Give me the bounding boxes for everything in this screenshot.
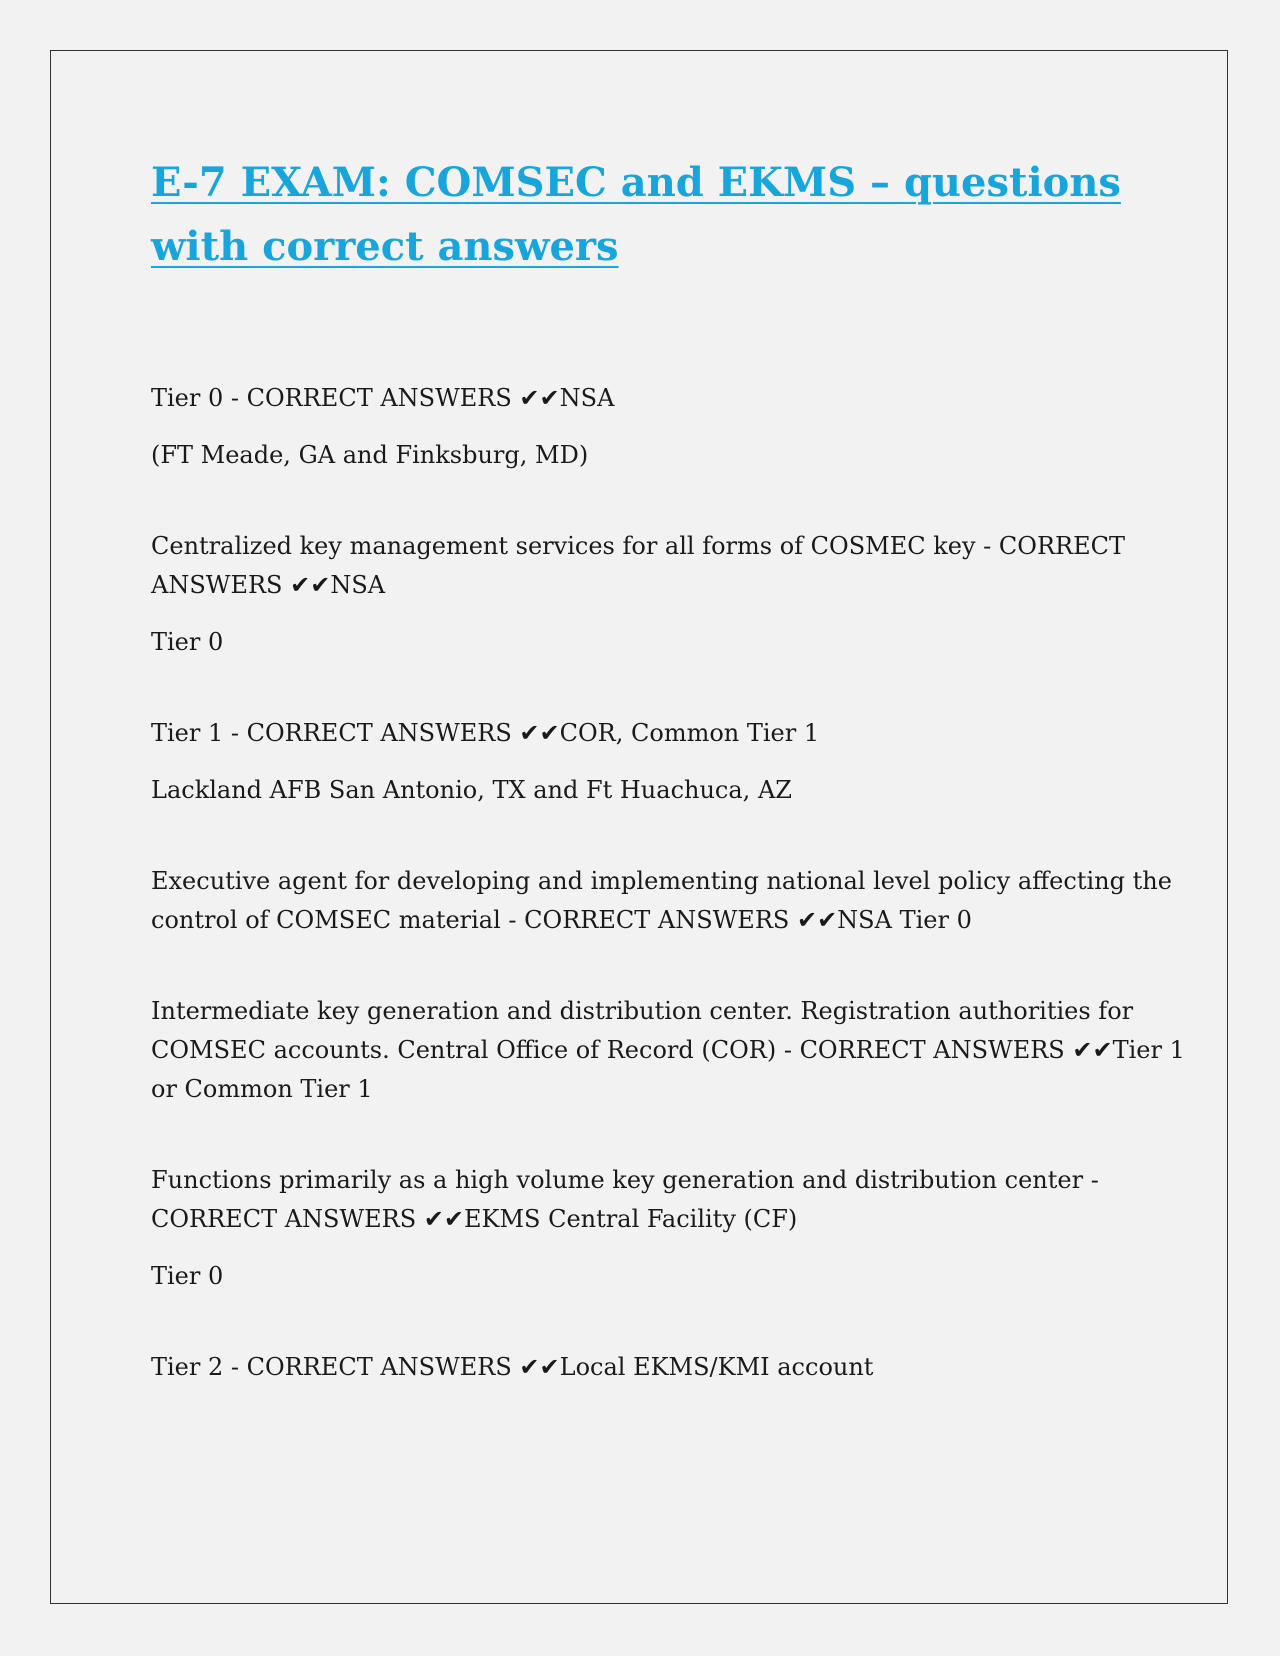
qa-text: Intermediate key generation and distribution center. Registration authorities for COMSEC accounts. Central Office of Record (COR) - CORRECT ANSWERS ✔✔Tier 1 or Common Tier 1 (151, 997, 1185, 1103)
qa-item (151, 862, 1186, 940)
qa-text: Tier 0 (151, 628, 224, 656)
document-title: E-7 EXAM: COMSEC and EKMS – questions with correct answers (151, 159, 1121, 270)
qa-item (151, 527, 1186, 662)
qa-item (151, 714, 1186, 810)
qa-text: Tier 0 - CORRECT ANSWERS ✔✔NSA (151, 384, 615, 412)
document-page (50, 50, 1228, 1604)
qa-item (151, 1348, 1186, 1387)
qa-list (151, 379, 1186, 1387)
qa-text: Tier 0 (151, 1262, 224, 1290)
qa-text: Functions primarily as a high volume key generation and distribution center - CORRECT ANSWERS ✔✔EKMS Central Facility (CF) (151, 1166, 1099, 1233)
qa-item (151, 1161, 1186, 1296)
qa-text: Tier 2 - CORRECT ANSWERS ✔✔Local EKMS/KMI account (151, 1353, 874, 1381)
qa-text: Executive agent for developing and implementing national level policy affecting the control of COMSEC material - CORRECT ANSWERS ✔✔NSA Tier 0 (151, 867, 1172, 934)
qa-text: Tier 1 - CORRECT ANSWERS ✔✔COR, Common Tier 1 (151, 719, 820, 747)
qa-text: Lackland AFB San Antonio, TX and Ft Huachuca, AZ (151, 776, 792, 804)
qa-item (151, 379, 1186, 475)
qa-item (151, 992, 1186, 1109)
document-content (151, 151, 1186, 1439)
qa-text: (FT Meade, GA and Finksburg, MD) (151, 441, 589, 469)
qa-text: Centralized key management services for all forms of COSMEC key - CORRECT ANSWERS ✔✔NSA (151, 532, 1125, 599)
